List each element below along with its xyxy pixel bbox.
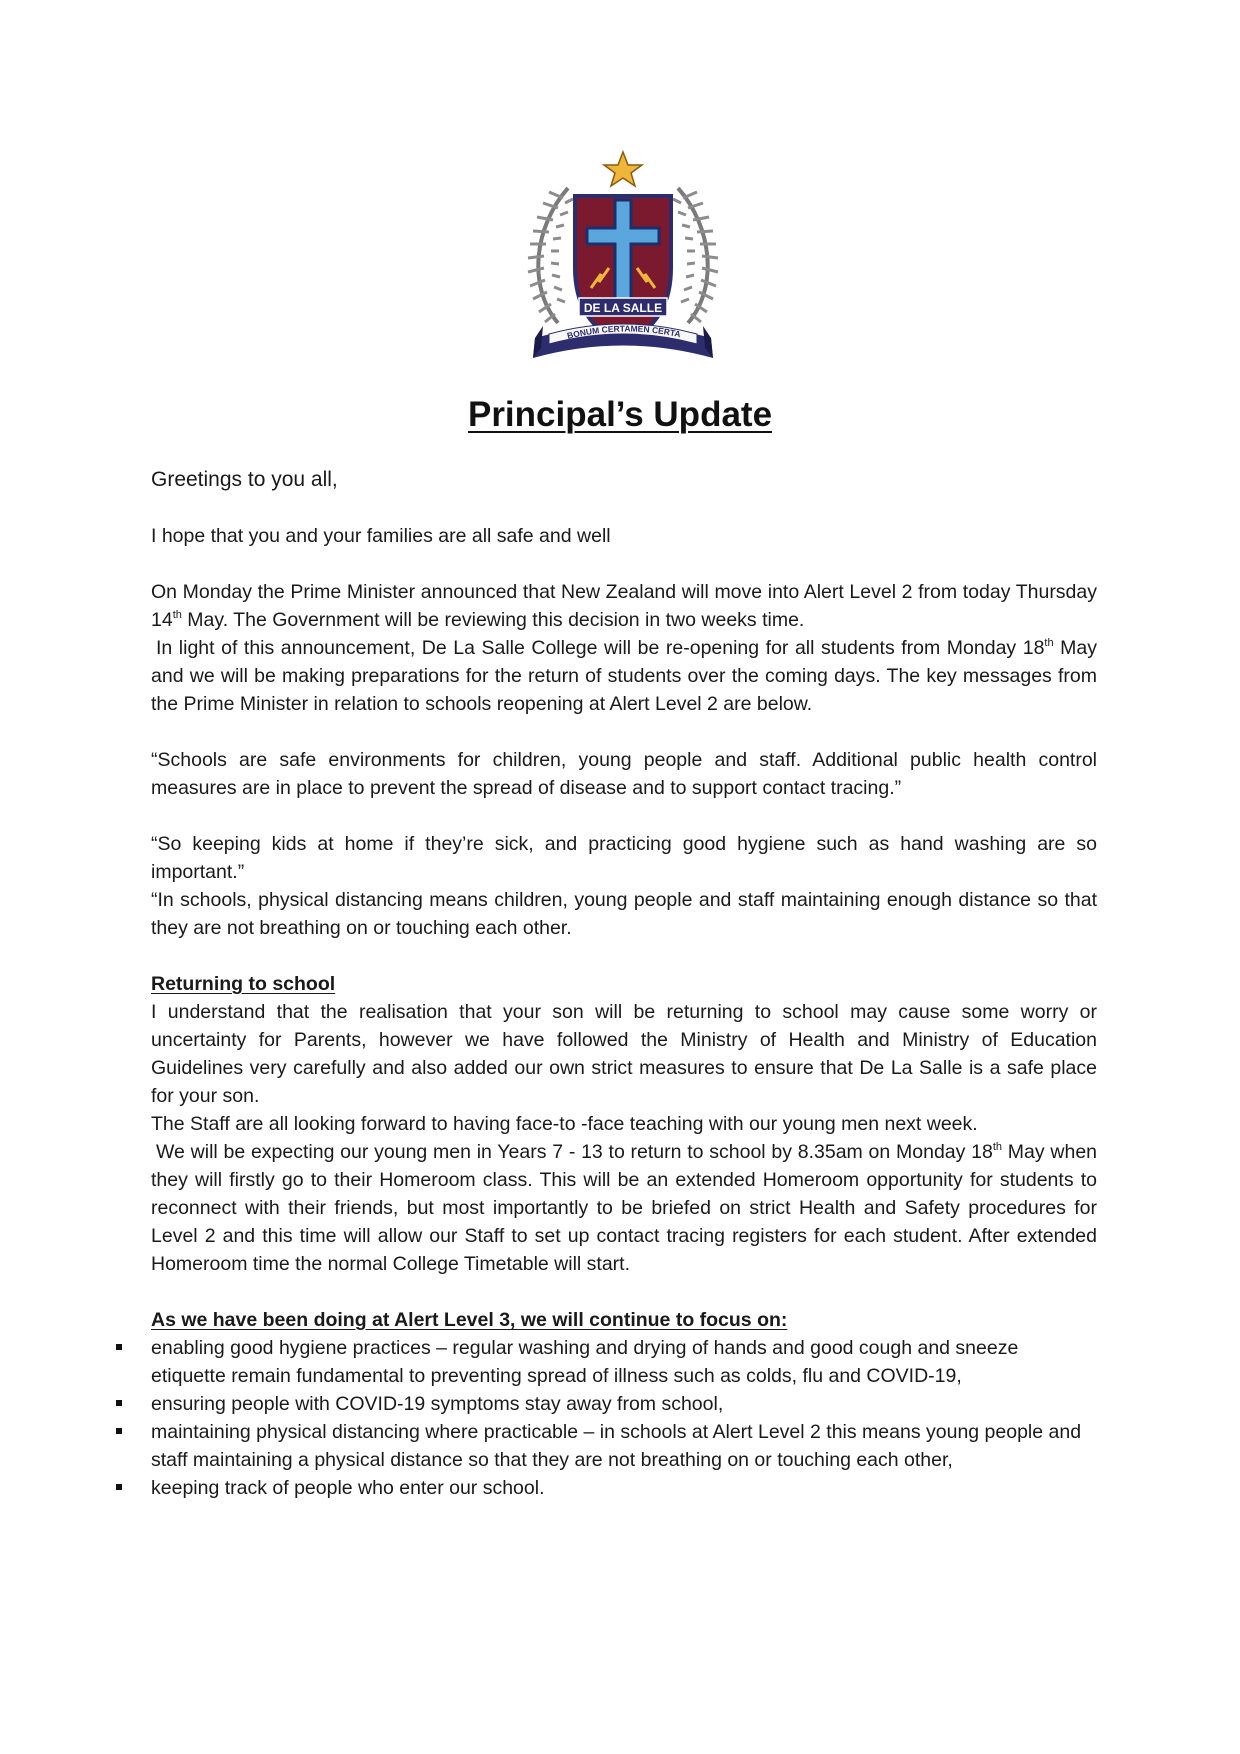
bullet-icon	[116, 1428, 122, 1434]
returning-heading: Returning to school	[151, 973, 336, 995]
left-fern-icon	[528, 188, 573, 323]
list-item: ensuring people with COVID-19 symptoms stay away from school,	[151, 1390, 1097, 1418]
crest-motto-text: BONUM CERTAMEN CERTA	[566, 323, 682, 341]
announcement-paragraph-2: In light of this announcement, De La Salle College will be re-opening for all students from Monday 18th May and we will be making preparations for the return of students over the coming days. The key messages from the Prime Minister in relation to schools reopening at Alert Level 2 are below.	[151, 637, 1097, 715]
focus-list	[151, 1334, 1097, 1502]
announcement-paragraph-1: On Monday the Prime Minister announced that New Zealand will move into Alert Level 2 from today Thursday 14th May. The Government will be reviewing this decision in two weeks time.	[151, 581, 1097, 631]
star-icon	[604, 152, 642, 186]
returning-paragraph-2: The Staff are all looking forward to having face-to -face teaching with our young men next week.	[151, 1113, 978, 1135]
bullet-icon	[116, 1344, 122, 1350]
list-item: keeping track of people who enter our school.	[151, 1474, 1097, 1502]
letter-body	[151, 466, 1097, 1502]
list-item: maintaining physical distancing where practicable – in schools at Alert Level 2 this means young people and staff maintaining a physical distance so that they are not breathing on or touching each other,	[151, 1418, 1097, 1474]
returning-paragraph-1: I understand that the realisation that your son will be returning to school may cause some worry or uncertainty for Parents, however we have followed the Ministry of Health and Ministry of Education Guidelines very carefully and also added our own strict measures to ensure that De La Salle is a safe place for your son.	[151, 1001, 1097, 1107]
school-crest-logo	[513, 148, 733, 378]
bullet-icon	[116, 1484, 122, 1490]
list-item: enabling good hygiene practices – regular washing and drying of hands and good cough and sneeze etiquette remain fundamental to preventing spread of illness such as colds, flu and COVID-19,	[151, 1334, 1097, 1390]
returning-paragraph-3: We will be expecting our young men in Years 7 - 13 to return to school by 8.35am on Monday 18th May when they will firstly go to their Homeroom class. This will be an extended Homeroom opportunity for students to reconnect with their friends, but most importantly to be briefed on strict Health and Safety procedures for Level 2 and this time will allow our Staff to set up contact tracing registers for each student. After extended Homeroom time the normal College Timetable will start.	[151, 1141, 1098, 1275]
bullet-icon	[116, 1400, 122, 1406]
intro-paragraph: I hope that you and your families are all safe and well	[151, 525, 611, 547]
quote-3: “In schools, physical distancing means children, young people and staff maintaining enough distance so that they are not breathing on or touching each other.	[151, 889, 1097, 939]
page-title: Principal’s Update	[467, 395, 773, 434]
quote-2: “So keeping kids at home if they’re sick, and practicing good hygiene such as hand washing are so important.”	[151, 833, 1097, 883]
right-fern-icon	[673, 188, 718, 323]
focus-heading: As we have been doing at Alert Level 3, we will continue to focus on:	[151, 1309, 788, 1331]
greeting: Greetings to you all,	[151, 468, 338, 491]
crest-name-text: DE LA SALLE	[583, 301, 663, 315]
quote-1: “Schools are safe environments for children, young people and staff. Additional public health control measures are in place to prevent the spread of disease and to support contact tracing.”	[151, 749, 1097, 799]
